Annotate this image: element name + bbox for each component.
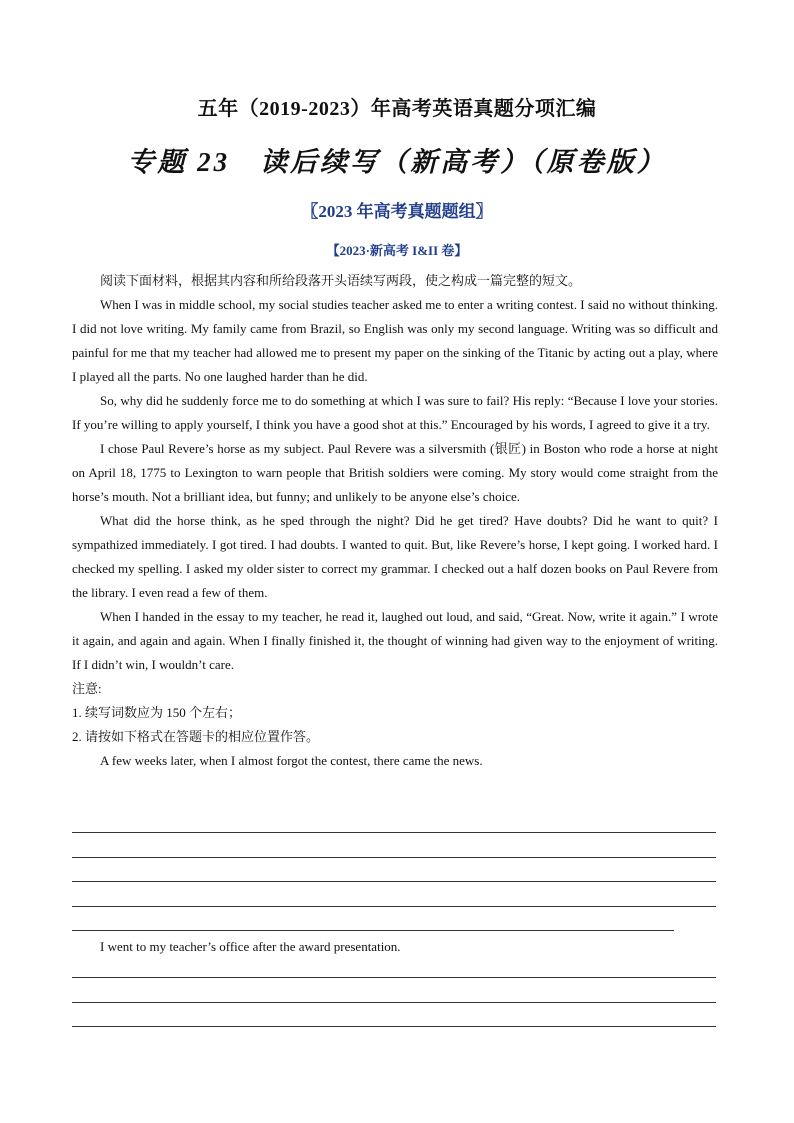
passage-body <box>72 269 718 773</box>
notes-label: 注意: <box>72 681 102 696</box>
exam-label: 【2023·新高考 I&II 卷】 <box>326 243 468 258</box>
instructions: 阅读下面材料，根据其内容和所给段落开头语续写两段，使之构成一篇完整的短文。 <box>100 273 582 288</box>
section-heading: 〖2023 年高考真题题组〗 <box>301 202 493 221</box>
passage-paragraph-2: So, why did he suddenly force me to do something at which I was sure to fail? His reply: “Because I love your stories. If you’re willing to apply yourself, I think you have a good shot at this.” Encouraged by his words, I agreed to give it a try. <box>72 393 718 432</box>
answer-line <box>72 1026 716 1027</box>
answer-line <box>72 1002 716 1003</box>
document-subtitle: 专题 23 读后续写（新高考）（原卷版） <box>127 147 667 177</box>
passage-paragraph-4: What did the horse think, as he sped through the night? Did he get tired? Have doubts? Did he want to quit? I sympathized immediately. I got tired. I had doubts. I wanted to quit. But, like Revere’s horse, I kept going. I worked hard. I checked my spelling. I asked my older sister to correct my grammar. I checked out a half dozen books on Paul Revere from the library. I even read a few of them. <box>72 513 718 600</box>
answer-line <box>72 881 716 882</box>
answer-line <box>72 930 674 931</box>
answer-line <box>72 832 716 833</box>
answer-line <box>72 857 716 858</box>
note-item-2: 2. 请按如下格式在答题卡的相应位置作答。 <box>72 729 320 744</box>
document-title: 五年（2019-2023）年高考英语真题分项汇编 <box>197 98 597 120</box>
passage-paragraph-1: When I was in middle school, my social studies teacher asked me to enter a writing contest. I said no without thinking. I did not love writing. My family came from Brazil, so English was only my second language. Writing was so difficult and painful for me that my teacher had allowed me to present my paper on the sinking of the Titanic by acting out a play, where I played all the parts. No one laughed harder than he did. <box>72 297 718 384</box>
answer-line <box>72 977 716 978</box>
passage-paragraph-3: I chose Paul Revere’s horse as my subject. Paul Revere was a silversmith (银匠) in Boston who rode a horse at night on April 18, 1775 to Lexington to warn people that British soldiers were coming. My story would come straight from the horse’s mouth. Not a brilliant idea, but funny; and unlikely to be anyone else’s choice. <box>72 441 718 504</box>
continuation-prompt-1: A few weeks later, when I almost forgot the contest, there came the news. <box>100 753 483 768</box>
continuation-prompt-2: I went to my teacher’s office after the award presentation. <box>100 939 401 954</box>
note-item-1: 1. 续写词数应为 150 个左右； <box>72 705 242 720</box>
passage-paragraph-5: When I handed in the essay to my teacher, he read it, laughed out loud, and said, “Great. Now, write it again.” I wrote it again, and again and again. When I finally finished it, the thought of winning had given way to the enjoyment of writing. If I didn’t win, I wouldn’t care. <box>72 609 718 672</box>
answer-line <box>72 906 716 907</box>
